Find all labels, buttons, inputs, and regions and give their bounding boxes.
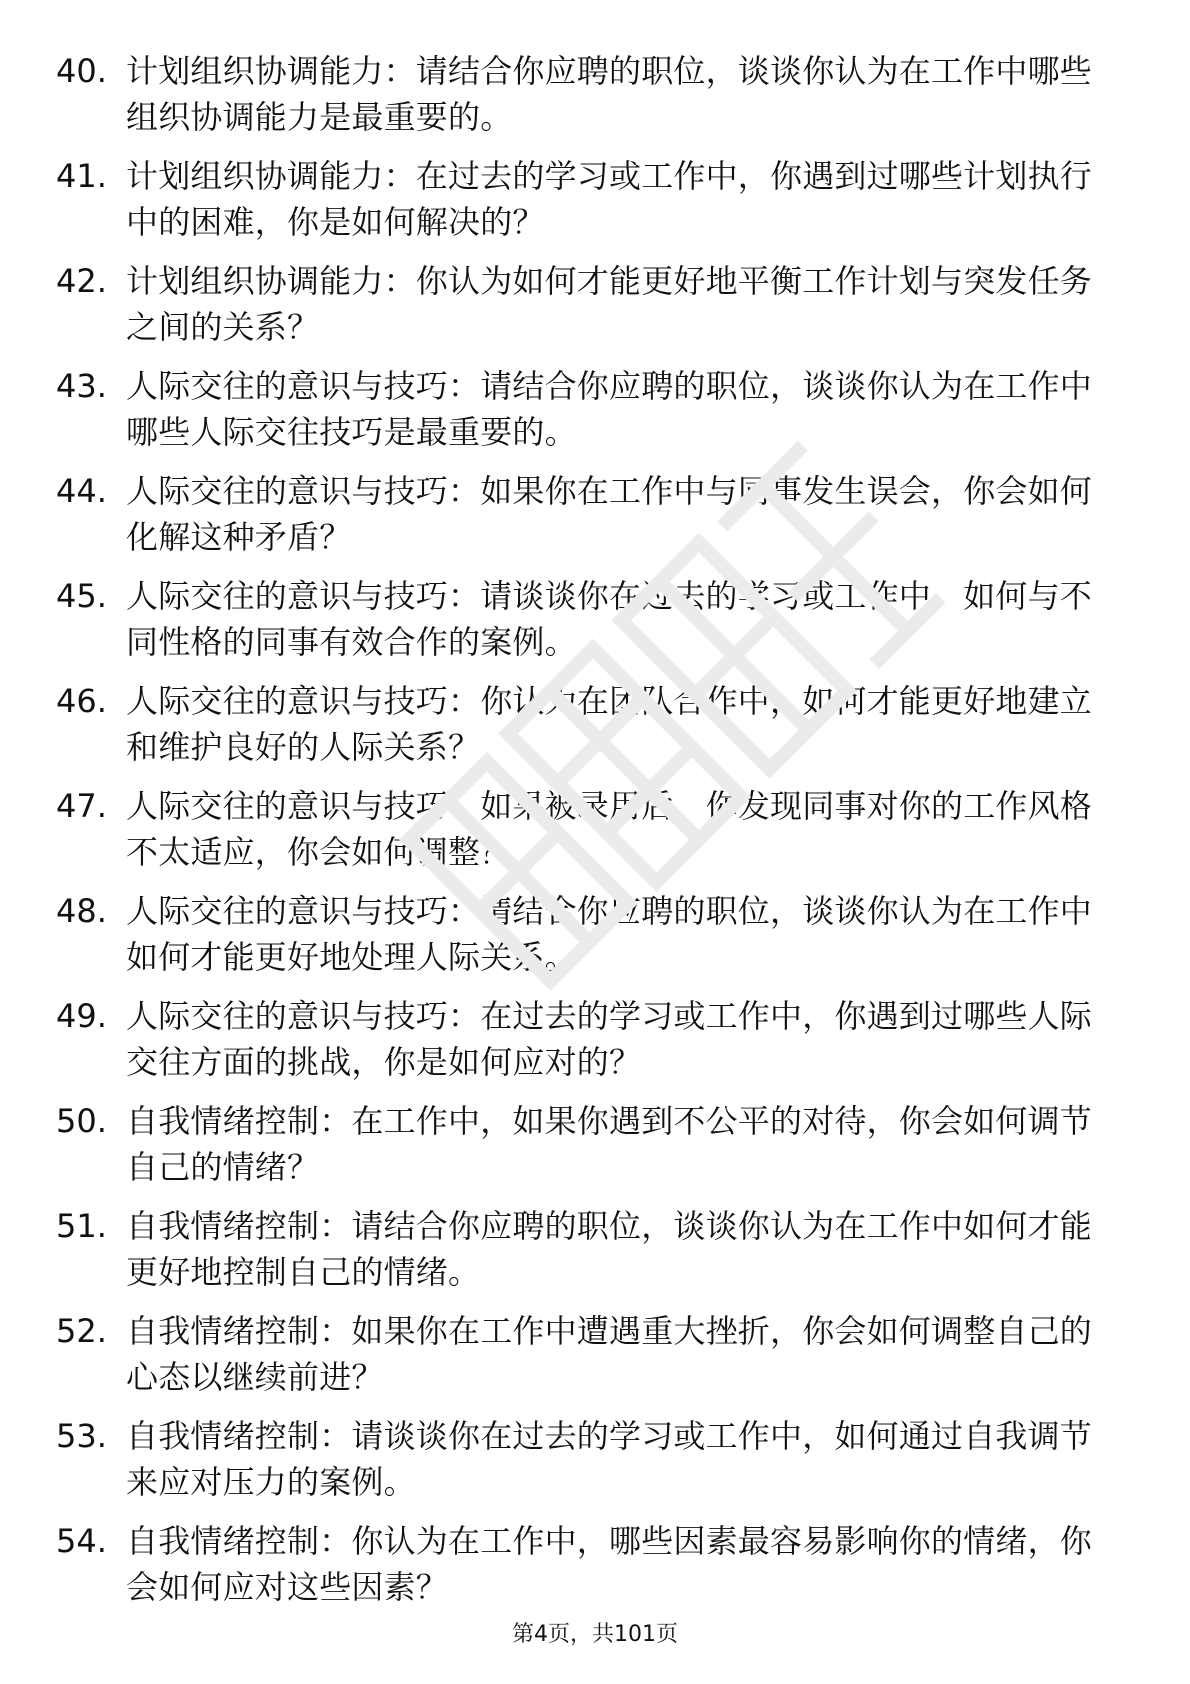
question-text: 人际交往的意识与技巧：请谈谈你在过去的学习或工作中，如何与不同性格的同事有效合作的案例。 bbox=[126, 577, 1093, 661]
question-text: 计划组织协调能力：你认为如何才能更好地平衡工作计划与突发任务之间的关系？ bbox=[126, 262, 1093, 346]
question-text: 人际交往的意识与技巧：你认为在团队合作中，如何才能更好地建立和维护良好的人际关系？ bbox=[126, 682, 1093, 766]
question-text: 自我情绪控制：你认为在工作中，哪些因素最容易影响你的情绪，你会如何应对这些因素？ bbox=[126, 1522, 1093, 1606]
question-text: 自我情绪控制：请谈谈你在过去的学习或工作中，如何通过自我调节来应对压力的案例。 bbox=[126, 1417, 1093, 1501]
question-number: 47. bbox=[56, 787, 107, 825]
question-number: 45. bbox=[56, 577, 107, 615]
question-number: 40. bbox=[56, 52, 107, 90]
question-item bbox=[56, 468, 1120, 573]
question-item bbox=[56, 1308, 1120, 1413]
question-item bbox=[56, 48, 1120, 153]
question-item bbox=[56, 1413, 1120, 1518]
question-text: 人际交往的意识与技巧：请结合你应聘的职位，谈谈你认为在工作中哪些人际交往技巧是最重要的。 bbox=[126, 367, 1093, 451]
question-number: 44. bbox=[56, 472, 107, 510]
question-text: 计划组织协调能力：在过去的学习或工作中，你遇到过哪些计划执行中的困难，你是如何解决的？ bbox=[126, 157, 1093, 241]
question-number: 48. bbox=[56, 892, 107, 930]
page-footer: 第4页，共101页 bbox=[512, 1622, 678, 1647]
question-number: 53. bbox=[56, 1417, 107, 1455]
question-item bbox=[56, 363, 1120, 468]
question-number: 50. bbox=[56, 1102, 107, 1140]
question-number: 43. bbox=[56, 367, 107, 405]
question-text: 自我情绪控制：请结合你应聘的职位，谈谈你认为在工作中如何才能更好地控制自己的情绪。 bbox=[126, 1207, 1093, 1291]
question-number: 54. bbox=[56, 1522, 107, 1560]
question-number: 49. bbox=[56, 997, 107, 1035]
question-text: 人际交往的意识与技巧：在过去的学习或工作中，你遇到过哪些人际交往方面的挑战，你是如何应对的？ bbox=[126, 997, 1093, 1081]
question-item bbox=[56, 1098, 1120, 1203]
question-item bbox=[56, 783, 1120, 888]
question-item bbox=[56, 993, 1120, 1098]
question-text: 人际交往的意识与技巧：如果你在工作中与同事发生误会，你会如何化解这种矛盾？ bbox=[126, 472, 1093, 556]
question-item bbox=[56, 678, 1120, 783]
question-list bbox=[56, 48, 1120, 1623]
question-item bbox=[56, 258, 1120, 363]
question-text: 人际交往的意识与技巧：请结合你应聘的职位，谈谈你认为在工作中如何才能更好地处理人际关系。 bbox=[126, 892, 1093, 976]
question-number: 42. bbox=[56, 262, 107, 300]
question-text: 自我情绪控制：在工作中，如果你遇到不公平的对待，你会如何调节自己的情绪？ bbox=[126, 1102, 1093, 1186]
question-number: 41. bbox=[56, 157, 107, 195]
question-text: 人际交往的意识与技巧：如果被录用后，你发现同事对你的工作风格不太适应，你会如何调整？ bbox=[126, 787, 1093, 871]
question-number: 52. bbox=[56, 1312, 107, 1350]
question-number: 46. bbox=[56, 682, 107, 720]
question-item bbox=[56, 573, 1120, 678]
question-text: 计划组织协调能力：请结合你应聘的职位，谈谈你认为在工作中哪些组织协调能力是最重要的。 bbox=[126, 52, 1093, 136]
question-item bbox=[56, 1203, 1120, 1308]
question-item bbox=[56, 153, 1120, 258]
question-number: 51. bbox=[56, 1207, 107, 1245]
question-item bbox=[56, 888, 1120, 993]
question-item bbox=[56, 1518, 1120, 1623]
question-text: 自我情绪控制：如果你在工作中遭遇重大挫折，你会如何调整自己的心态以继续前进？ bbox=[126, 1312, 1093, 1396]
